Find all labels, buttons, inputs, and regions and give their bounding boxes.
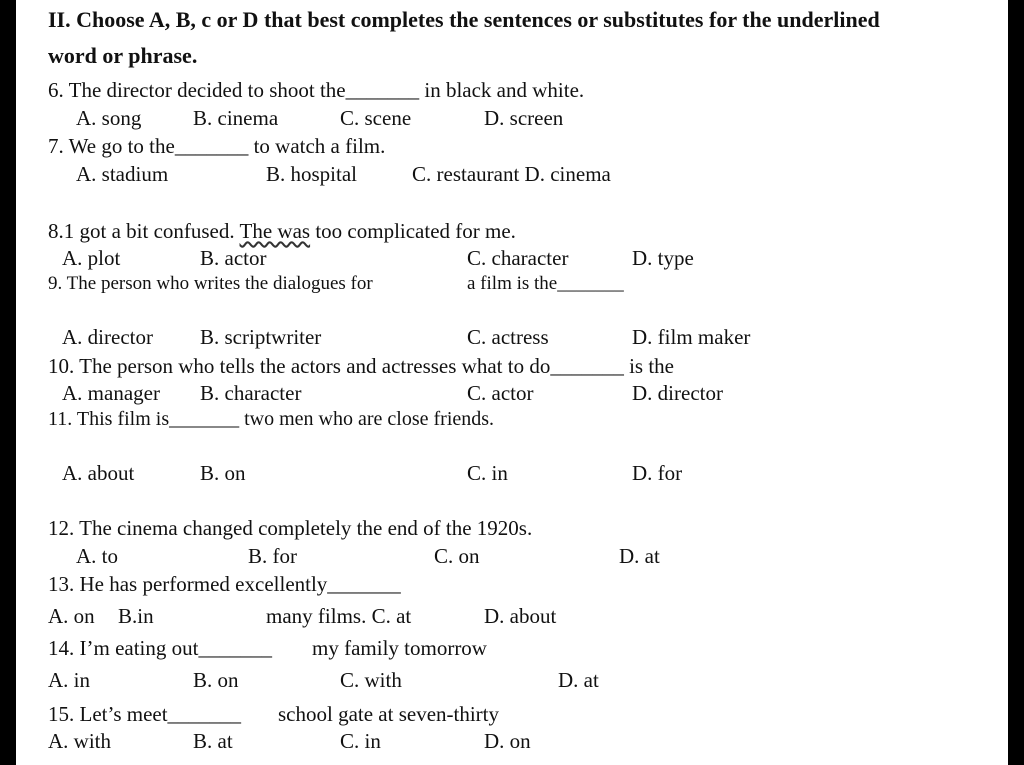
question-stem-continued: a film is the_______ [467, 273, 624, 294]
answer-option: B. actor [200, 246, 267, 270]
answer-option: B. character [200, 381, 302, 405]
answer-option: C. character [467, 246, 569, 270]
answer-option: D. director [632, 381, 723, 405]
question-stem: 6. The director decided to shoot the_______ in black and white. [48, 78, 585, 102]
underlined-phrase: The was [239, 219, 311, 243]
question-stem-continued: my family tomorrow [312, 636, 487, 660]
answer-option: D. screen [484, 106, 564, 130]
answer-option: A. with [48, 729, 111, 753]
answer-option: A. plot [62, 246, 121, 270]
answer-option: B. on [200, 461, 246, 485]
answer-option: A. manager [62, 381, 160, 405]
answer-option: B. for [248, 544, 297, 568]
answer-option: C. actress [467, 325, 549, 349]
answer-option: D. at [558, 668, 599, 692]
answer-option: A. on [48, 604, 95, 628]
answer-option: A. director [62, 325, 153, 349]
answer-option: D. on [484, 729, 531, 753]
right-border [1008, 0, 1024, 765]
question-stem: 10. The person who tells the actors and actresses what to do_______ is the [48, 354, 674, 378]
answer-option: C. on [434, 544, 480, 568]
answer-option: C. in [340, 729, 381, 753]
question-stem: 14. I’m eating out_______ [48, 636, 272, 660]
question-stem-continued: school gate at seven-thirty [278, 702, 500, 726]
answer-option: D. at [619, 544, 660, 568]
question-stem: 9. The person who writes the dialogues for [48, 273, 373, 294]
answer-option: A. to [76, 544, 118, 568]
question-stem: 12. The cinema changed completely the end of the 1920s. [48, 516, 533, 540]
answer-option: D. for [632, 461, 683, 485]
answer-option: B.in [118, 604, 154, 628]
answer-option: A. stadium [76, 162, 169, 186]
left-border [0, 0, 16, 765]
question-stem: 8.1 got a bit confused. The was too complicated for me. [48, 219, 516, 243]
answer-option: B. scriptwriter [200, 325, 322, 349]
question-stem: 11. This film is_______ two men who are close friends. [48, 408, 495, 430]
answer-option: A. song [76, 106, 142, 130]
section-heading-line1: II. Choose A, B, c or D that best completes the sentences or substitutes for the underlined [48, 7, 880, 32]
question-stem: 13. He has performed excellently_______ [48, 572, 401, 596]
answer-option: A. about [62, 461, 135, 485]
answer-option: D. about [484, 604, 557, 628]
answer-option: C. actor [467, 381, 534, 405]
answer-option: C. in [467, 461, 508, 485]
answer-option: C. scene [340, 106, 412, 130]
section-heading-line2: word or phrase. [48, 43, 198, 68]
answer-option: B. at [193, 729, 233, 753]
answer-option: C. with [340, 668, 402, 692]
answer-option: A. in [48, 668, 90, 692]
answer-option: B. on [193, 668, 239, 692]
answer-option: D. type [632, 246, 694, 270]
question-stem: 7. We go to the_______ to watch a film. [48, 134, 386, 158]
answer-option: D. film maker [632, 325, 751, 349]
question-stem: 15. Let’s meet_______ [48, 702, 242, 726]
answer-option: B. hospital [266, 162, 358, 186]
answer-option: C. restaurant D. cinema [412, 162, 611, 186]
answer-option: B. cinema [193, 106, 279, 130]
answer-option: many films. C. at [266, 604, 412, 628]
worksheet-page [16, 0, 1008, 765]
